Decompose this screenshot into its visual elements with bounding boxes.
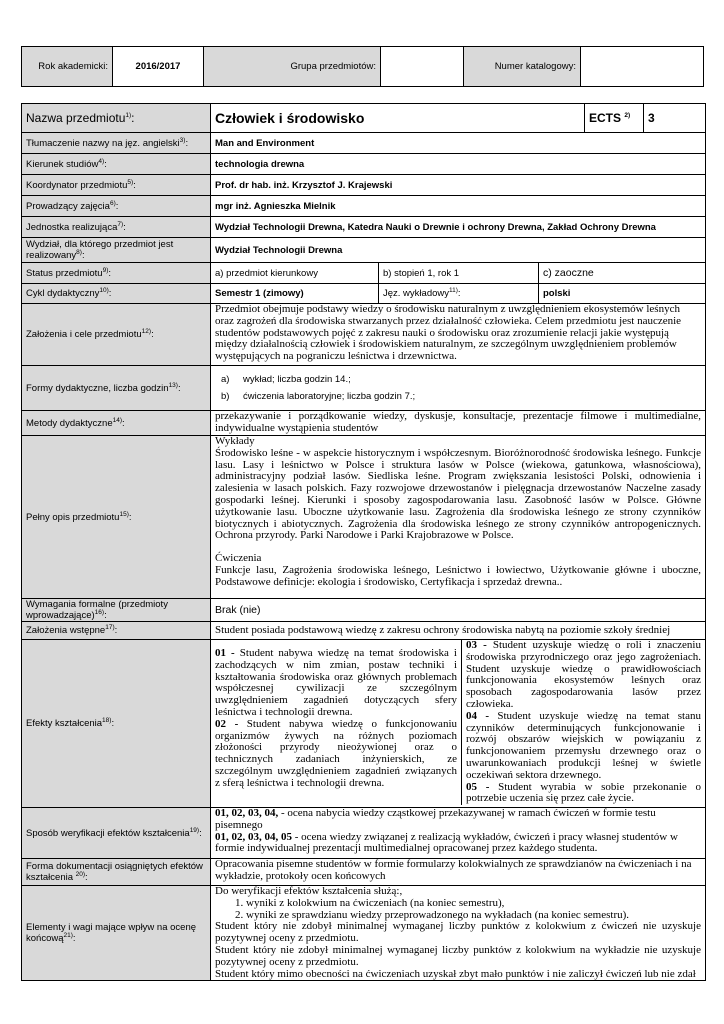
verification-label: Sposób weryfikacji efektów kształcenia$^{19)}$: xyxy=(22,808,211,859)
verification-item-1: 01, 02, 03, 04, - ocena nabycia wiedzy cząstkowej przekazywanej w ramach ćwiczeń w formie testu pisemnego xyxy=(215,807,656,831)
outcomes-right-column xyxy=(461,640,705,805)
academic-year-label: Rok akademicki: xyxy=(22,47,113,87)
cycle-value: Semestr 1 (zimowy) xyxy=(211,284,379,304)
academic-year-value: 2016/2017 xyxy=(113,47,204,87)
grading-line-3: 2. wyniki ze sprawdzianu wiedzy przeprowadzonego na wykładach (na koniec semestru). xyxy=(235,908,630,921)
row-course-name xyxy=(22,104,706,133)
verification-value xyxy=(211,808,706,859)
grading-value xyxy=(211,886,706,981)
outcome-01: 01 - Student nabywa wiedzę na temat środowiska i zachodzących w nim zmian, postaw techniki i kształtowania środowiska oraz głównych problemach współczesnej cywilizacji ze szczególnym uwzględnieniem zagadnień dotyczących sfery leśnictwa i technologii drewna. xyxy=(215,647,457,718)
forms-label: Formy dydaktyczne, liczba godzin$^{13)}$: xyxy=(22,366,211,411)
grading-line-6: Student który mimo obecności na ćwiczeniach uzyskał zbyt mało punktów i nie zaliczył ćwiczeń lub nie zdał xyxy=(215,967,696,980)
english-name-label: Tłumaczenie nazwy na jęz. angielski$^{3)}$: xyxy=(22,133,211,154)
header-table xyxy=(21,46,704,87)
instructor-value: mgr inż. Agnieszka Mielnik xyxy=(211,196,706,217)
goals-label: Założenia i cele przedmiotu$^{12)}$: xyxy=(22,304,211,366)
outcome-05: 05 - Student wyrabia w sobie przekonanie o potrzebie uczenia się przez całe życie. xyxy=(466,780,702,805)
row-field-of-study xyxy=(22,154,706,175)
row-cycle xyxy=(22,284,706,304)
prerequisites-value: Student posiada podstawową wiedzę z zakresu ochrony środowiska nabytą na poziomie szkoły średniej xyxy=(211,622,706,640)
subject-group-value xyxy=(381,47,464,87)
row-requirements xyxy=(22,599,706,622)
status-type-value: a) przedmiot kierunkowy xyxy=(211,263,379,284)
row-coordinator xyxy=(22,175,706,196)
language-label: Jęz. wykładowy$^{11)}$: xyxy=(379,284,539,304)
row-status xyxy=(22,263,706,284)
row-description xyxy=(22,436,706,599)
field-of-study-label: Kierunek studiów$^{4)}$: xyxy=(22,154,211,175)
row-documentation xyxy=(22,859,706,886)
status-level-value: b) stopień 1, rok 1 xyxy=(379,263,539,284)
forms-list xyxy=(215,371,701,405)
field-of-study-value: technologia drewna xyxy=(211,154,706,175)
faculty-value: Wydział Technologii Drewna xyxy=(211,238,706,263)
syllabus-table xyxy=(21,103,706,981)
row-faculty xyxy=(22,238,706,263)
row-verification xyxy=(22,808,706,859)
prerequisites-label: Założenia wstępne$^{17)}$: xyxy=(22,622,211,640)
instructor-label: Prowadzący zajęcia$^{6)}$: xyxy=(22,196,211,217)
english-name-value: Man and Environment xyxy=(211,133,706,154)
row-forms xyxy=(22,366,706,411)
row-instructor xyxy=(22,196,706,217)
row-prerequisites xyxy=(22,622,706,640)
ects-label: ECTS $^{2)}$ xyxy=(585,104,644,133)
grading-line-5: Student który nie zdobył minimalnej wymaganej liczby punktów z kolokwium na wykładzie nie uzyskuje pozytywnej oceny z przedmiotu. xyxy=(215,943,701,968)
course-name-label: Nazwa przedmiotu$^{1)}$: xyxy=(22,104,211,133)
requirements-value: Brak (nie) xyxy=(211,599,706,622)
cycle-label: Cykl dydaktyczny$^{10)}$: xyxy=(22,284,211,304)
catalog-number-value xyxy=(581,47,704,87)
methods-label: Metody dydaktyczne$^{14)}$: xyxy=(22,411,211,436)
outcomes-label: Efekty kształcenia$^{18)}$: xyxy=(22,640,211,808)
subject-group-label: Grupa przedmiotów: xyxy=(204,47,381,87)
coordinator-label: Koordynator przedmiotu$^{5)}$: xyxy=(22,175,211,196)
documentation-value: Opracowania pisemne studentów w formie formularzy kolokwialnych ze sprawdzianów na ćwiczeniach i na wykładzie, protokoły ocen końcowych xyxy=(211,859,706,886)
description-exercises-text: Funkcje lasu, Zagrożenia środowiska leśnego, Leśnictwo i łowiectwo, Użytkowanie główne i uboczne, Podstawowe definicje: ekologia i środowisko, Certyfikacja i sprzedaż drewna.. xyxy=(215,563,701,588)
grading-line-4: Student który nie zdobył minimalnej wymaganej liczby punktów z kolokwium z ćwiczeń nie uzyskuje pozytywnej oceny z przedmiotu. xyxy=(215,920,701,945)
forms-item-lecture: a) wykład; liczba godzin 14.; xyxy=(221,374,351,385)
outcome-02: 02 - Student nabywa wiedzę o funkcjonowaniu organizmów żywych na różnych poziomach złożoności przyrody nieożywionej oraz o technicznych zadaniach inżynierskich, ze szczególnym uwzględnieniem zagadnień związanych z sferą leśnictwa i technologii drewna. xyxy=(215,717,457,789)
row-goals xyxy=(22,304,706,366)
grading-line-2: 1. wyniki z kolokwium na ćwiczeniach (na koniec semestru), xyxy=(235,896,505,909)
language-value: polski xyxy=(539,284,706,304)
grading-label: Elementy i wagi mające wpływ na ocenę końcową$^{21)}$: xyxy=(22,886,211,981)
status-label: Status przedmiotu$^{9)}$: xyxy=(22,263,211,284)
description-lectures-text: Środowisko leśne - w aspekcie historycznym i współczesnym. Bioróżnorodność środowiska leśnego. Funkcje lasu. Lasy i leśnictwo w Polsce i struktura lasów w Polsce (wiekowa, gatunkowa, własnościowa), administracyjny podział lasów. Siedliska leśne. Program zwiększania lesistości Polski, odnowienia i zalesienia w lasach polskich. Fazy rozwojowe drzewostanów i pielęgnacja drzewostanów Naczelne zasady gospodarki leśnej. Kierunki i sposoby zagospodarowania lasu. Zasobność lasów w Polsce. Główne użytkowanie lasu. Uboczne użytkowanie lasu. Zagrożenia dla środowiska leśnego ze strony czynników biotycznych i abiotycznych. Zagrożenia dla środowiska leśnego ze strony czynników antropogenicznych. Ochrona przyrody. Parki Narodowe i Parki Krajobrazowe w Polsce. xyxy=(215,446,701,542)
row-unit xyxy=(22,217,706,238)
documentation-label: Forma dokumentacji osiągniętych efektów kształcenia $^{20)}$: xyxy=(22,859,211,886)
requirements-label: Wymagania formalne (przedmioty wprowadzające)$^{16)}$: xyxy=(22,599,211,622)
description-lectures-heading: Wykłady xyxy=(215,435,255,447)
row-grading xyxy=(22,886,706,981)
row-outcomes xyxy=(22,640,706,808)
ects-value: 3 xyxy=(644,104,706,133)
goals-value: Przedmiot obejmuje podstawy wiedzy o środowisku naturalnym z uwzględnieniem ekosystemów leśnych oraz zagrożeń dla środowiska stwarzanych przez działalność człowieka. Celem przedmiotu jest nauczenie studentów podstawowych pojęć z zakresu nauki o środowisku oraz zrozumienie relacji jakie występują między działalnością człowiek i środowiskiem naturalnym, ze szczególnym uwzględnieniem problemów występujących na pograniczu leśnictwa i drzewnictwa. xyxy=(211,304,706,366)
methods-value: przekazywanie i porządkowanie wiedzy, dyskusje, konsultacje, prezentacje filmowe i multimedialne, indywidualne wystąpienia studentów xyxy=(211,411,706,436)
unit-value: Wydział Technologii Drewna, Katedra Nauki o Drewnie i ochrony Drewna, Zakład Ochrony Drewna xyxy=(211,217,706,238)
faculty-label: Wydział, dla którego przedmiot jest realizowany$^{8)}$: xyxy=(22,238,211,263)
grading-line-1: Do weryfikacji efektów kształcenia służą:, xyxy=(215,885,403,897)
forms-item-lab: b) ćwiczenia laboratoryjne; liczba godzin 7.; xyxy=(221,391,416,402)
description-value xyxy=(211,436,706,599)
description-exercises-heading: Ćwiczenia xyxy=(215,552,262,565)
row-methods xyxy=(22,411,706,436)
course-name-value: Człowiek i środowisko xyxy=(211,104,585,133)
row-english-name xyxy=(22,133,706,154)
coordinator-value: Prof. dr hab. inż. Krzysztof J. Krajewski xyxy=(211,175,706,196)
unit-label: Jednostka realizująca$^{7)}$: xyxy=(22,217,211,238)
verification-item-2: 01, 02, 03, 04, 05 - ocena wiedzy związanej z realizacją wykładów, ćwiczeń i pracy własnej studentów w formie indywidualnej prezentacji multimedialnej opracowanej przez każdego studenta. xyxy=(215,830,678,855)
outcomes-left-column xyxy=(211,640,461,805)
status-mode-value: c) zaoczne xyxy=(539,263,706,284)
outcome-03: 03 - Student uzyskuje wiedzę o roli i znaczeniu środowiska przyrodniczego oraz jego zagrożeniach. Student uzyskuje wiedzę o prawidłowościach funkcjonowania ekosystemów leśnych oraz sposobach zagospodarowania lasów przez człowieka. xyxy=(466,639,701,710)
outcome-04: 04 - Student uzyskuje wiedzę na temat stanu czynników determinujących funkcjonowanie i rozwój obszarów wiejskich w powiązaniu z funkcjonowaniem przemysłu drzewnego oraz o uwarunkowaniach produkcji leśnej w świetle oczekiwań sektora drzewnego. xyxy=(466,709,701,781)
catalog-number-label: Numer katalogowy: xyxy=(464,47,581,87)
description-label: Pełny opis przedmiotu$^{15)}$: xyxy=(22,436,211,599)
